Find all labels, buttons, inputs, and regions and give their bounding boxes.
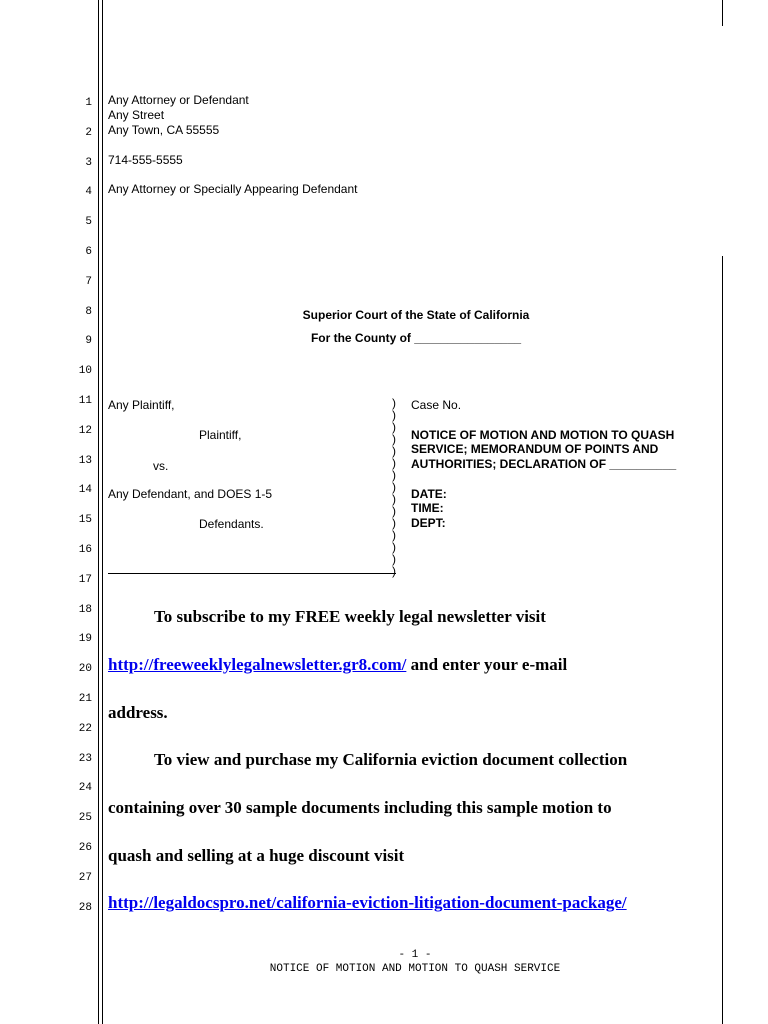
caption-paren: ) (392, 456, 396, 470)
caption-paren: ) (392, 480, 396, 494)
body-paragraph-1-line-2 (108, 655, 567, 675)
hearing-dept-label: DEPT: (411, 516, 446, 530)
line-number: 20 (78, 663, 92, 676)
attorney-street: Any Street (108, 108, 165, 122)
caption-paren: ) (392, 408, 396, 422)
body-paragraph-1-line-3: address. (108, 703, 168, 722)
line-number: 25 (78, 812, 92, 825)
line-number: 2 (85, 126, 92, 139)
right-margin-line-lower (722, 256, 723, 1024)
line-number: 21 (78, 693, 92, 705)
attorney-city: Any Town, CA 55555 (108, 123, 220, 137)
line-number: 10 (78, 365, 92, 378)
caption-paren: ) (392, 492, 396, 506)
body-paragraph-2-line-2: containing over 30 sample documents including this sample motion to (108, 798, 612, 817)
caption-paren: ) (392, 504, 396, 518)
court-county: For the County of ________________ (310, 331, 522, 345)
caption-paren: ) (392, 564, 396, 578)
body-paragraph-1-line-1: To subscribe to my FREE weekly legal newsletter visit (154, 607, 546, 626)
caption-paren: ) (392, 516, 396, 530)
line-number: 28 (78, 901, 92, 914)
caption-paren: ) (392, 540, 396, 554)
attorney-phone: 714-555-5555 (108, 153, 183, 167)
defendant-name: Any Defendant, and DOES 1-5 (108, 487, 273, 501)
line-number: 19 (78, 633, 92, 646)
line-number: 11 (78, 395, 92, 407)
plaintiff-name: Any Plaintiff, (108, 398, 175, 412)
caption-paren: ) (392, 396, 396, 410)
line-number: 7 (85, 275, 92, 288)
caption-paren: ) (392, 444, 396, 458)
left-margin-line-inner (102, 0, 103, 1024)
newsletter-link-trailing-text: and enter your e-mail (406, 655, 568, 674)
caption-paren: ) (392, 468, 396, 482)
attorney-role: Any Attorney or Specially Appearing Defendant (108, 182, 358, 196)
hearing-date-label: DATE: (411, 487, 447, 501)
motion-title-line-3: AUTHORITIES; DECLARATION OF __________ (411, 457, 677, 471)
caption-paren: ) (392, 552, 396, 566)
line-number: 6 (85, 246, 92, 258)
line-number: 8 (85, 305, 92, 318)
line-number: 18 (78, 603, 92, 616)
caption-underline (108, 573, 396, 574)
hearing-time-label: TIME: (411, 501, 444, 515)
line-number: 13 (78, 454, 92, 467)
motion-title-line-2: SERVICE; MEMORANDUM OF POINTS AND (411, 442, 659, 456)
versus-label: vs. (153, 459, 169, 473)
attorney-name: Any Attorney or Defendant (108, 93, 249, 107)
caption-paren: ) (392, 420, 396, 434)
left-margin-line-outer (98, 0, 99, 1024)
page-number: - 1 - (398, 949, 432, 961)
motion-title-line-1: NOTICE OF MOTION AND MOTION TO QUASH (411, 428, 675, 442)
line-number: 22 (78, 722, 92, 735)
line-number: 16 (78, 544, 92, 556)
line-number: 17 (78, 573, 92, 586)
caption-paren: ) (392, 528, 396, 542)
plaintiff-role: Plaintiff, (199, 428, 242, 442)
line-number: 24 (78, 782, 92, 795)
body-paragraph-2-line-3: quash and selling at a huge discount visit (108, 846, 405, 865)
line-number: 5 (85, 216, 92, 229)
line-number: 9 (85, 335, 92, 348)
line-number: 3 (85, 156, 92, 169)
body-paragraph-2-line-4 (108, 893, 627, 913)
line-number: 23 (78, 752, 92, 765)
line-number: 4 (85, 186, 92, 199)
caption-parentheses (392, 397, 396, 577)
footer-document-title: NOTICE OF MOTION AND MOTION TO QUASH SERVICE (269, 963, 561, 975)
caption-paren: ) (392, 432, 396, 446)
line-number: 15 (78, 514, 92, 527)
case-number-label: Case No. (411, 398, 462, 412)
line-number: 14 (78, 484, 92, 497)
line-number: 27 (78, 871, 92, 884)
line-number: 26 (78, 842, 92, 854)
document-package-link[interactable]: http://legaldocspro.net/california-eviction-litigation-document-package/ (108, 893, 627, 912)
right-margin-line-upper (722, 0, 723, 26)
court-name: Superior Court of the State of California (302, 308, 530, 322)
line-number: 12 (78, 424, 92, 437)
line-number: 1 (85, 97, 92, 109)
body-paragraph-2-line-1: To view and purchase my California eviction document collection (154, 750, 628, 769)
defendant-role: Defendants. (199, 517, 264, 531)
newsletter-link[interactable]: http://freeweeklylegalnewsletter.gr8.com/ (108, 655, 407, 674)
